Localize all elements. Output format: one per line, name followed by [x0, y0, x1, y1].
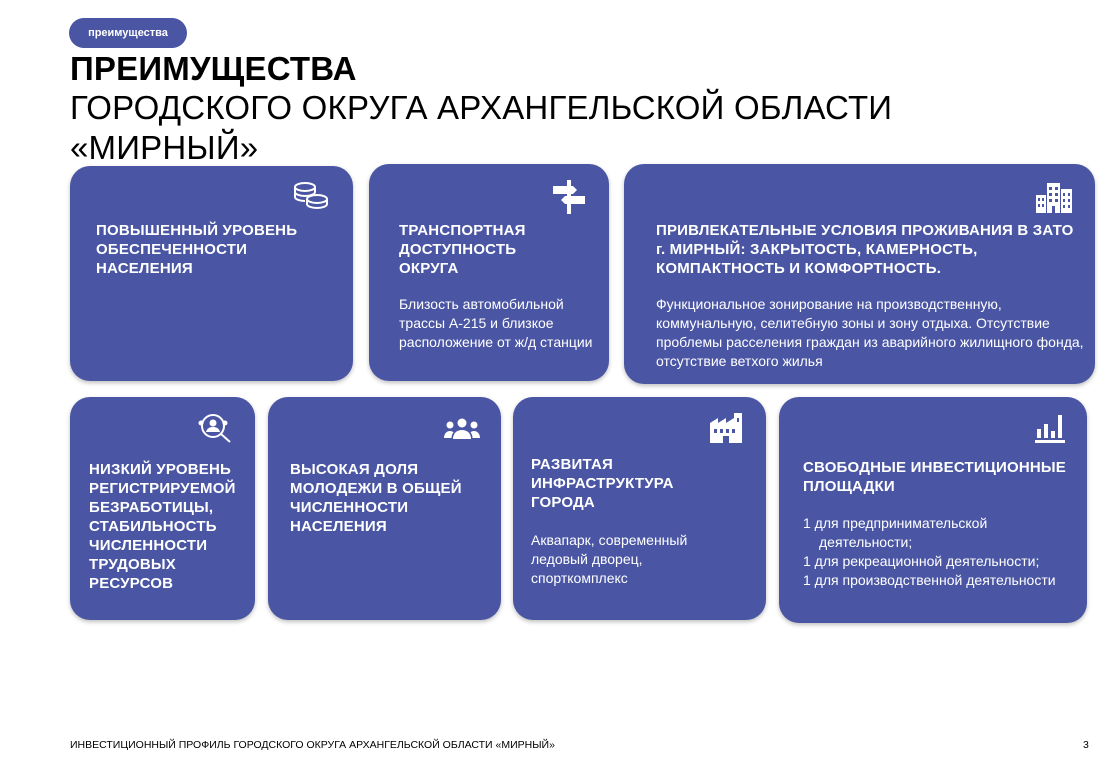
people-group-icon — [444, 417, 480, 441]
advantage-card-employment — [70, 397, 255, 620]
signpost-icon — [553, 180, 585, 214]
subtitle-line-2: «МИРНЫЙ» — [70, 129, 259, 166]
buildings-icon — [1036, 183, 1072, 213]
advantage-card-infrastructure — [513, 397, 766, 620]
card-title: ВЫСОКАЯ ДОЛЯ МОЛОДЕЖИ В ОБЩЕЙ ЧИСЛЕННОСТИ НАСЕЛЕНИЯ — [290, 461, 462, 535]
card-title: ПРИВЛЕКАТЕЛЬНЫЕ УСЛОВИЯ ПРОЖИВАНИЯ В ЗАТО г. МИРНЫЙ: ЗАКРЫТОСТЬ, КАМЕРНОСТЬ, КОМПАКТНОСТЬ И КОМФОРТНОСТЬ. — [656, 222, 1074, 277]
section-tag: преимущества — [69, 18, 187, 48]
subtitle-line-1: ГОРОДСКОГО ОКРУГА АРХАНГЕЛЬСКОЙ ОБЛАСТИ — [70, 89, 893, 126]
card-title: НИЗКИЙ УРОВЕНЬ РЕГИСТРИРУЕМОЙ БЕЗРАБОТИЦЫ, СТАБИЛЬНОСТЬ ЧИСЛЕННОСТИ ТРУДОВЫХ РЕСУРСОВ — [89, 461, 236, 592]
page-title: ПРЕИМУЩЕСТВА — [70, 50, 357, 87]
advantage-card-youth — [268, 397, 501, 620]
card-description: Аквапарк, современный ледовый дворец, спорткомплекс — [531, 532, 688, 586]
footer-text: ИНВЕСТИЦИОННЫЙ ПРОФИЛЬ ГОРОДСКОГО ОКРУГА АРХАНГЕЛЬСКОЙ ОБЛАСТИ «МИРНЫЙ» — [70, 739, 555, 751]
advantage-card-income — [70, 166, 353, 381]
card-title: ТРАНСПОРТНАЯ ДОСТУПНОСТЬ ОКРУГА — [399, 222, 526, 277]
bar-chart-icon — [1035, 413, 1065, 443]
advantage-card-living — [624, 164, 1095, 384]
user-search-icon — [197, 413, 233, 443]
list-item: 1 для рекреационной деятельности; — [803, 553, 1040, 569]
page-subtitle — [70, 88, 1070, 168]
card-title: СВОБОДНЫЕ ИНВЕСТИЦИОННЫЕ ПЛОЩАДКИ — [803, 459, 1067, 495]
card-list — [803, 514, 1083, 590]
page-number: 3 — [1083, 739, 1089, 751]
card-description: Функциональное зонирование на производственную, коммунальную, селитебную зоны и зону отдыха. Отсутствие проблемы расселения граждан из аварийного жилищного фонда, отсутствие ветхого жилья — [656, 296, 1084, 369]
card-description: Близость автомобильной трассы А-215 и близкое расположение от ж/д станции — [399, 296, 593, 350]
list-item: 1 для предпринимательской деятельности; — [803, 515, 988, 550]
advantage-card-investment-sites — [779, 397, 1087, 623]
card-title: РАЗВИТАЯ ИНФРАСТРУКТУРА ГОРОДА — [531, 456, 674, 511]
card-title: ПОВЫШЕННЫЙ УРОВЕНЬ ОБЕСПЕЧЕННОСТИ НАСЕЛЕНИЯ — [96, 222, 298, 277]
coins-icon — [292, 180, 330, 212]
advantage-card-transport — [369, 164, 609, 381]
factory-icon — [710, 413, 746, 443]
list-item: 1 для производственной деятельности — [803, 572, 1056, 588]
